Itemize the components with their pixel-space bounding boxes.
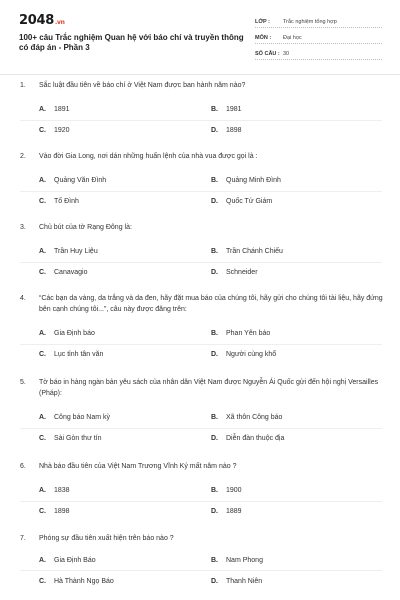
- option-text: 1898: [226, 127, 242, 134]
- site-logo[interactable]: [19, 13, 65, 28]
- option-divider: [20, 191, 382, 192]
- question-text: Chủ bút của tờ Rạng Đông là:: [39, 224, 132, 231]
- option-text: Xã thôn Công báo: [226, 414, 283, 421]
- option-a[interactable]: [39, 557, 96, 564]
- option-label: D.: [211, 435, 218, 442]
- option-c[interactable]: [39, 435, 102, 442]
- option-d[interactable]: [211, 198, 272, 205]
- option-a[interactable]: [39, 330, 95, 337]
- logo-suffix: .vn: [54, 19, 65, 26]
- option-text: Người cùng khổ: [226, 351, 277, 358]
- option-text: 1889: [226, 508, 242, 515]
- option-divider: [20, 570, 382, 571]
- option-c[interactable]: [39, 269, 87, 276]
- option-text: Quốc Tử Giám: [226, 198, 273, 205]
- option-text: Hà Thành Ngọ Báo: [54, 578, 114, 585]
- option-b[interactable]: [211, 177, 281, 184]
- question-text: Phóng sự đầu tiên xuất hiện trên báo nào ?: [39, 535, 174, 542]
- option-text: Quảng Văn Đình: [54, 177, 107, 184]
- option-label: C.: [39, 269, 46, 276]
- option-c[interactable]: [39, 508, 70, 515]
- option-label: B.: [211, 414, 218, 421]
- option-d[interactable]: [211, 508, 242, 515]
- option-b[interactable]: [211, 106, 242, 113]
- option-label: A.: [39, 177, 46, 184]
- option-label: B.: [211, 487, 218, 494]
- meta-subject-key: MÔN :: [255, 35, 272, 41]
- option-divider: [20, 344, 382, 345]
- option-label: A.: [39, 248, 46, 255]
- option-text: Sài Gòn thư tín: [54, 435, 102, 442]
- option-label: D.: [211, 508, 218, 515]
- option-label: C.: [39, 198, 46, 205]
- question-text: “Các bạn da vàng, da trắng và da đen, hãy đặt mua báo của chúng tôi, hãy gửi cho chúng tôi tài liệu, hãy đứng bên cạnh chúng tôi...”, câu này được đăng trên:: [39, 295, 383, 313]
- meta-subject-value: Đại học: [283, 35, 302, 41]
- option-label: B.: [211, 177, 218, 184]
- meta-subject-row: [255, 30, 382, 44]
- option-b[interactable]: [211, 248, 283, 255]
- option-a[interactable]: [39, 248, 98, 255]
- option-d[interactable]: [211, 269, 258, 276]
- option-text: Tố Đình: [54, 198, 79, 205]
- option-text: Schneider: [226, 269, 258, 276]
- option-d[interactable]: [211, 127, 242, 134]
- meta-class-value: Trắc nghiệm tổng hợp: [283, 19, 337, 25]
- question-text: Tờ báo in hàng ngàn bản yêu sách của nhân dân Việt Nam được Nguyễn Ái Quốc gửi đến hội nghị Versailles (Pháp):: [39, 379, 379, 397]
- option-c[interactable]: [39, 198, 79, 205]
- option-label: A.: [39, 330, 46, 337]
- option-text: Gia Định Báo: [54, 557, 96, 564]
- question-text: Sắc luật đầu tiên về báo chí ở Việt Nam được ban hành năm nào?: [39, 82, 246, 89]
- option-text: Lục tỉnh tân văn: [54, 351, 104, 358]
- question-number: 5.: [20, 379, 26, 386]
- option-label: A.: [39, 106, 46, 113]
- meta-info: [255, 14, 382, 62]
- option-text: Nam Phong: [226, 557, 263, 564]
- option-label: D.: [211, 578, 218, 585]
- option-text: Diễn đàn thuộc địa: [226, 435, 285, 442]
- option-text: 1981: [226, 106, 242, 113]
- question-number: 6.: [20, 463, 26, 470]
- option-divider: [20, 501, 382, 502]
- question-number: 3.: [20, 224, 26, 231]
- option-c[interactable]: [39, 578, 114, 585]
- option-label: A.: [39, 487, 46, 494]
- option-label: C.: [39, 578, 46, 585]
- question-text: Vào đời Gia Long, nơi dán những huấn lệnh của nhà vua được gọi là :: [39, 153, 258, 160]
- option-text: Thanh Niên: [226, 578, 263, 585]
- page-header: [0, 0, 400, 72]
- option-label: B.: [211, 330, 218, 337]
- option-text: Canavagio: [54, 269, 88, 276]
- option-text: 1920: [54, 127, 70, 134]
- option-text: 1900: [226, 487, 242, 494]
- option-label: A.: [39, 557, 46, 564]
- option-a[interactable]: [39, 414, 110, 421]
- question-text: Nhà báo đầu tiên của Việt Nam Trương Vĩnh Ký mất năm nào ?: [39, 463, 237, 470]
- option-text: Quảng Minh Đình: [226, 177, 281, 184]
- option-text: 1891: [54, 106, 70, 113]
- option-c[interactable]: [39, 351, 103, 358]
- question-number: 2.: [20, 153, 26, 160]
- meta-class-key: LỚP :: [255, 19, 270, 25]
- option-label: C.: [39, 127, 46, 134]
- logo-text: 2048: [19, 13, 54, 28]
- option-label: C.: [39, 351, 46, 358]
- option-c[interactable]: [39, 127, 70, 134]
- option-label: B.: [211, 106, 218, 113]
- option-divider: [20, 120, 382, 121]
- option-text: Trần Huy Liệu: [54, 248, 98, 255]
- option-label: D.: [211, 127, 218, 134]
- option-label: C.: [39, 508, 46, 515]
- option-text: Công báo Nam kỳ: [54, 414, 111, 421]
- option-text: Trần Chánh Chiếu: [226, 248, 283, 255]
- option-label: B.: [211, 248, 218, 255]
- meta-count-value: 30: [283, 51, 290, 57]
- option-d[interactable]: [211, 435, 284, 442]
- option-d[interactable]: [211, 578, 262, 585]
- option-b[interactable]: [211, 487, 242, 494]
- header-divider: [0, 74, 400, 75]
- option-label: A.: [39, 414, 46, 421]
- option-divider: [20, 262, 382, 263]
- question-number: 4.: [20, 295, 26, 302]
- option-divider: [20, 428, 382, 429]
- option-b[interactable]: [211, 557, 263, 564]
- option-text: 1838: [54, 487, 70, 494]
- question-number: 7.: [20, 535, 26, 542]
- meta-count-row: [255, 46, 382, 60]
- option-d[interactable]: [211, 351, 276, 358]
- option-text: Gia Định báo: [54, 330, 95, 337]
- option-a[interactable]: [39, 177, 106, 184]
- option-text: Phan Yên báo: [226, 330, 271, 337]
- option-label: B.: [211, 557, 218, 564]
- meta-count-key: SỐ CÂU :: [255, 51, 280, 57]
- document-title: 100+ câu Trắc nghiệm Quan hệ với báo chí và truyền thông có đáp án - Phần 3: [19, 33, 244, 52]
- option-a[interactable]: [39, 487, 70, 494]
- option-label: D.: [211, 198, 218, 205]
- option-text: 1898: [54, 508, 70, 515]
- option-label: D.: [211, 351, 218, 358]
- meta-class-row: [255, 14, 382, 28]
- option-a[interactable]: [39, 106, 70, 113]
- option-b[interactable]: [211, 330, 270, 337]
- option-b[interactable]: [211, 414, 282, 421]
- option-label: C.: [39, 435, 46, 442]
- question-number: 1.: [20, 82, 26, 89]
- option-label: D.: [211, 269, 218, 276]
